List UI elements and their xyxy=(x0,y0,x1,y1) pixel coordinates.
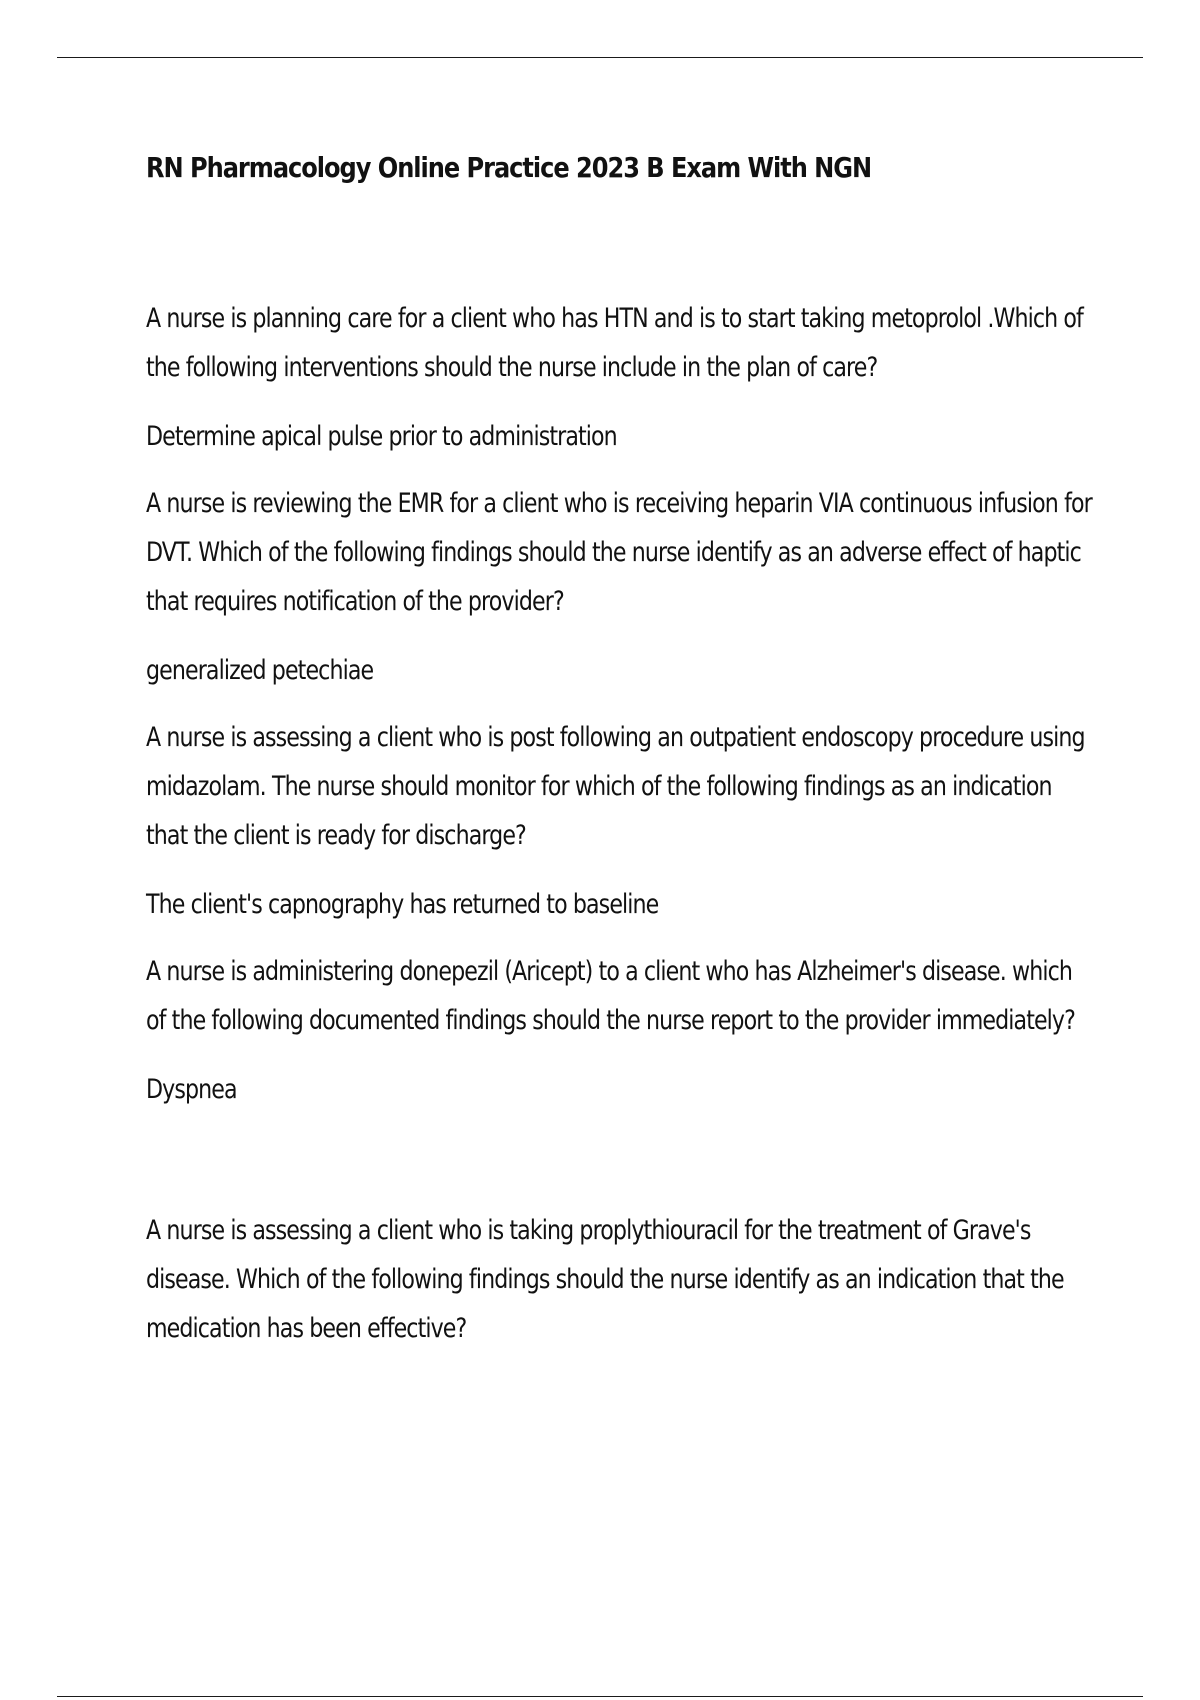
question-item xyxy=(146,947,1096,1114)
question-text: A nurse is reviewing the EMR for a client who is receiving heparin VIA continuous infusion for DVT. Which of the following findings should the nurse identify as an adverse effect of haptic that requires notification of the provider? xyxy=(146,488,1092,617)
question-item xyxy=(146,1206,1096,1353)
question-list xyxy=(146,294,1096,1353)
document-title: RN Pharmacology Online Practice 2023 B Exam With NGN xyxy=(146,151,872,184)
question-item xyxy=(146,294,1096,461)
question-text: A nurse is assessing a client who is post following an outpatient endoscopy procedure using midazolam. The nurse should monitor for which of the following findings as an indication that the client is ready for discharge? xyxy=(146,722,1085,851)
answer-text: Dyspnea xyxy=(146,1074,237,1105)
top-divider xyxy=(57,57,1143,58)
answer-text: The client's capnography has returned to baseline xyxy=(146,889,659,920)
answer-text: Determine apical pulse prior to administration xyxy=(146,421,617,452)
bottom-divider xyxy=(57,1696,1143,1697)
question-item xyxy=(146,479,1096,695)
question-text: A nurse is planning care for a client who has HTN and is to start taking metoprolol .Which of the following interventions should the nurse include in the plan of care? xyxy=(146,303,1083,383)
question-text: A nurse is administering donepezil (Aricept) to a client who has Alzheimer's disease. which of the following documented findings should the nurse report to the provider immediately? xyxy=(146,956,1075,1036)
answer-text: generalized petechiae xyxy=(146,655,374,686)
document-body xyxy=(146,140,1096,1353)
question-item xyxy=(146,713,1096,929)
question-text: A nurse is assessing a client who is taking proplythiouracil for the treatment of Grave's disease. Which of the following findings should the nurse identify as an indication that the medication has been effective? xyxy=(146,1215,1064,1344)
